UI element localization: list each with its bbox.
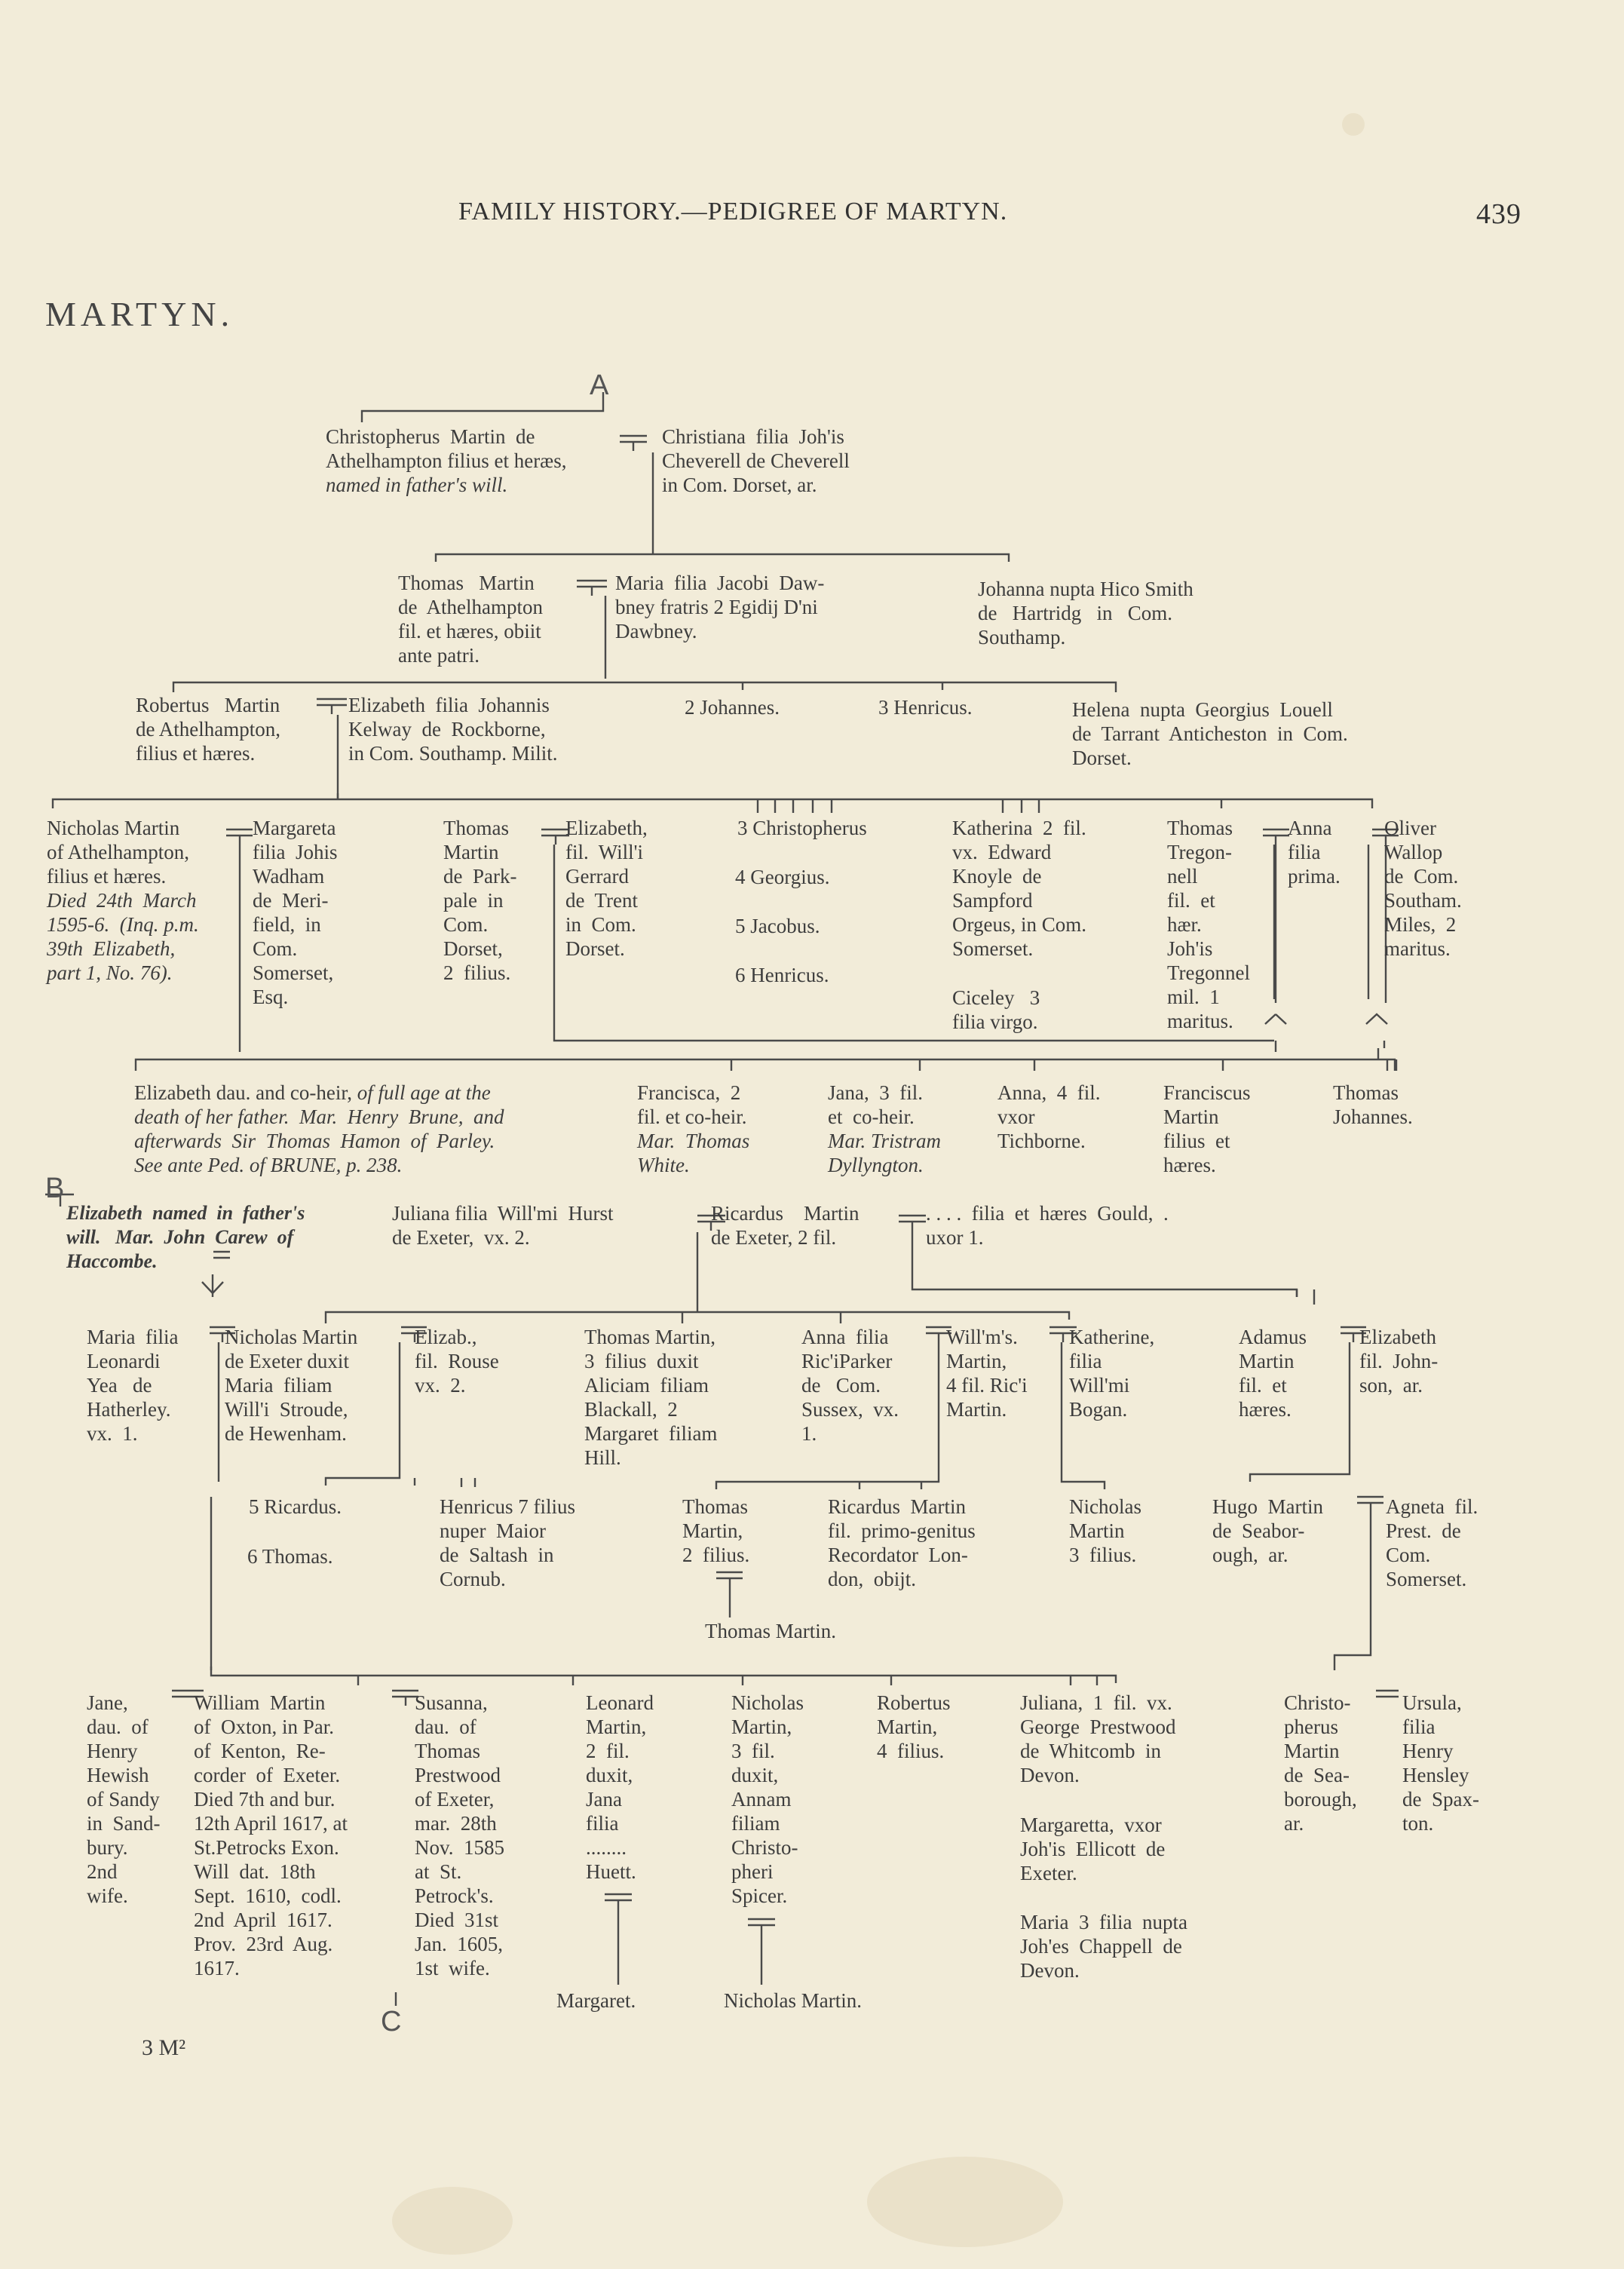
margaret: Margaret. (556, 1989, 636, 2012)
johanna-smith: Johanna nupta Hico Smith de Hartridg in Com. Southamp. (978, 578, 1193, 649)
marker-a: A (590, 369, 609, 401)
running-title: FAMILY HISTORY.—PEDIGREE OF MARTYN. (458, 198, 1008, 225)
margareta-wadham: Margareta filia Johis Wadham de Meri- field, in Com. Somerset, Esq. (253, 817, 338, 1008)
elizabeth-johnson: Elizabeth fil. John- son, ar. (1359, 1326, 1439, 1397)
nicholas-death-note: Died 24th March 1595-6. (Inq. p.m. 39th Elizabeth, part 1, No. 76). (47, 889, 199, 984)
elizabeth-coheir: Elizabeth dau. and co-heir, of full age at the death of her father. Mar. Henry Brune, and afterwards Sir Thomas Hamon of Parley. See ante Ped. of BRUNE, p. 238. (134, 1081, 504, 1176)
christopherus-3: 3 Christopherus (737, 817, 867, 839)
georgius-4: 4 Georgius. (735, 866, 830, 888)
nicholas-martin-spicer: Nicholas Martin, 3 fil. duxit, Annam filiam Christo- pheri Spicer. (731, 1691, 804, 1907)
thomas-tregonnell: Thomas Tregon- nell fil. et hær. Joh'is Tregonnel mil. 1 maritus. (1167, 817, 1251, 1032)
katherina-knoyle: Katherina 2 fil. vx. Edward Knoyle de Sampford Orgeus, in Com. Somerset. (952, 817, 1087, 960)
jana-note: Mar. Tristram Dyllyngton. (828, 1130, 942, 1176)
gould-heiress: . . . . filia et hæres Gould, . uxor 1. (926, 1202, 1169, 1249)
christopherus-martin: Christopherus Martin de Athelhampton filius et heræs, (326, 425, 567, 472)
signature-mark: 3 M² (142, 2035, 186, 2060)
robertus-martin-4: Robertus Martin, 4 filius. (877, 1691, 951, 1762)
nicholas-martin-athelhampton: Nicholas Martin of Athelhampton, filius et hæres. (47, 817, 189, 888)
marker-b: B (45, 1173, 65, 1204)
katherine-bogan: Katherine, filia Will'mi Bogan. (1069, 1326, 1155, 1421)
anna-prima: Anna filia prima. (1288, 817, 1341, 888)
elizabeth-carew: Elizabeth named in father's will. Mar. John Carew of Haccombe. (66, 1202, 305, 1272)
thomas-martin-parkpale: Thomas Martin de Park- pale in Com. Dorset, 2 filius. (443, 817, 517, 984)
marker-c: C (381, 2006, 402, 2038)
agneta-prest: Agneta fil. Prest. de Com. Somerset. (1386, 1495, 1478, 1590)
juliana-hurst: Juliana filia Will'mi Hurst de Exeter, vx. 2. (392, 1202, 614, 1249)
thomas-martin-son: Thomas Martin. (705, 1620, 836, 1642)
henricus-saltash: Henricus 7 filius nuper Maior de Saltash in Cornub. (440, 1495, 575, 1590)
maria-chappell: Maria 3 filia nupta Joh'es Chappell de Devon. (1020, 1911, 1187, 1982)
william-martin-oxton: William Martin of Oxton, in Par. of Kenton, Re- corder of Exeter. Died 7th and bur. 12th April 1617, at St.Petrocks Exon. Will dat. 18th Sept. 1610, codl. 2nd April 1617. Prov. 23rd Aug. 1617. (194, 1691, 348, 1979)
oliver-wallop: Oliver Wallop de Com. Southam. Miles, 2 maritus. (1384, 817, 1462, 960)
nicholas-martin-3: Nicholas Martin 3 filius. (1069, 1495, 1141, 1566)
helena-louell: Helena nupta Georgius Louell de Tarrant Anticheston in Com. Dorset. (1072, 698, 1348, 769)
francisca: Francisca, 2 fil. et co-heir. (637, 1081, 747, 1128)
leonard-martin: Leonard Martin, 2 fil. duxit, Jana filia ........ Huett. (586, 1691, 654, 1883)
thomas-martin-3: Thomas Martin, 3 filius duxit Aliciam filiam Blackall, 2 Margaret filiam Hill. (584, 1326, 718, 1469)
ricardus-martin-exeter: Ricardus Martin de Exeter, 2 fil. (711, 1202, 859, 1249)
elizab-rouse: Elizab., fil. Rouse vx. 2. (415, 1326, 499, 1397)
henricus-6: 6 Henricus. (735, 964, 829, 986)
henricus-3: 3 Henricus. (878, 696, 973, 719)
ursula-hensley: Ursula, filia Henry Hensley de Spax- ton. (1402, 1691, 1479, 1835)
adamus-martin: Adamus Martin fil. et hæres. (1239, 1326, 1307, 1421)
jane-hewish: Jane, dau. of Henry Hewish of Sandy in Sand- bury. 2nd wife. (87, 1691, 161, 1907)
elizabeth-kelway: Elizabeth filia Johannis Kelway de Rockborne, in Com. Southamp. Milit. (348, 694, 558, 765)
thomas-johannes: Thomas Johannes. (1333, 1081, 1413, 1128)
margaretta-ellicott: Margaretta, vxor Joh'is Ellicott de Exeter. (1020, 1814, 1166, 1884)
christopherus-note: named in father's will. (326, 474, 508, 496)
francisca-note: Mar. Thomas White. (637, 1130, 750, 1176)
page-title: MARTYN. (45, 295, 234, 333)
page-number: 439 (1476, 198, 1521, 230)
christiana-cheverell: Christiana filia Joh'is Cheverell de Cheverell in Com. Dorset, ar. (662, 425, 850, 496)
christopherus-seaborough: Christo- pherus Martin de Sea- borough, ar. (1284, 1691, 1357, 1835)
ciceley: Ciceley 3 filia virgo. (952, 986, 1040, 1033)
robertus-martin: Robertus Martin de Athelhampton, filius et hæres. (136, 694, 280, 765)
thomas-martin-athelhampton: Thomas Martin de Athelhampton fil. et hæres, obiit ante patri. (398, 572, 543, 667)
nicholas-martin-exeter: Nicholas Martin de Exeter duxit Maria filiam Will'i Stroude, de Hewenham. (225, 1326, 358, 1445)
nicholas-martin-son: Nicholas Martin. (724, 1989, 862, 2012)
thomas-6: 6 Thomas. (247, 1545, 333, 1568)
jacobus-5: 5 Jacobus. (735, 915, 820, 937)
maria-dawbney: Maria filia Jacobi Daw- bney fratris 2 Egidij D'ni Dawbney. (615, 572, 825, 642)
johannes-2: 2 Johannes. (685, 696, 780, 719)
maria-yea: Maria filia Leonardi Yea de Hatherley. vx. 1. (87, 1326, 179, 1445)
franciscus-martin: Franciscus Martin filius et hæres. (1163, 1081, 1251, 1176)
thomas-martin-2: Thomas Martin, 2 filius. (682, 1495, 750, 1566)
susanna-prestwood: Susanna, dau. of Thomas Prestwood of Exeter, mar. 28th Nov. 1585 at St. Petrock's. Died 31st Jan. 1605, 1st wife. (415, 1691, 504, 1979)
jana-coheir: Jana, 3 fil. et co-heir. (828, 1081, 923, 1128)
ricardus-5: 5 Ricardus. (249, 1495, 342, 1518)
willms-martin: Will'm's. Martin, 4 fil. Ric'i Martin. (946, 1326, 1028, 1421)
hugo-martin: Hugo Martin de Seabor- ough, ar. (1212, 1495, 1323, 1566)
anna-parker: Anna filia Ric'iParker de Com. Sussex, vx. 1. (801, 1326, 899, 1445)
ricardus-recorder: Ricardus Martin fil. primo-genitus Recordator Lon- don, obijt. (828, 1495, 976, 1590)
anna-tichborne: Anna, 4 fil. vxor Tichborne. (997, 1081, 1101, 1152)
elizabeth-gerrard: Elizabeth, fil. Will'i Gerrard de Trent in Com. Dorset. (565, 817, 648, 960)
juliana-prestwood: Juliana, 1 fil. vx. George Prestwood de Whitcomb in Devon. (1020, 1691, 1176, 1786)
